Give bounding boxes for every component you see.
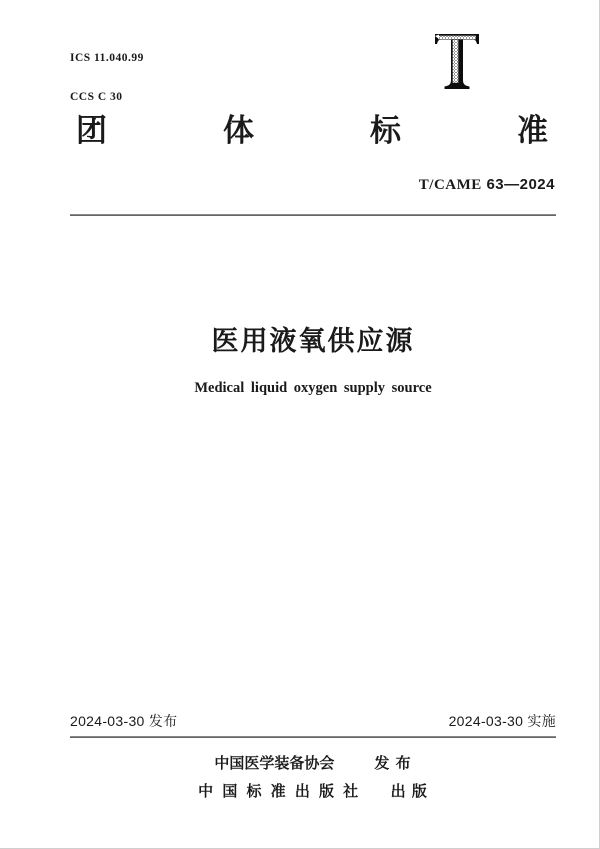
standard-number-code: 63—2024 <box>486 176 555 193</box>
publisher-row-press <box>198 780 428 801</box>
ccs-code: CCS C 30 <box>70 91 123 103</box>
big-title-char: 体 <box>223 113 254 148</box>
ics-code: ICS 11.040.99 <box>70 52 144 64</box>
standard-number-prefix: T/CAME <box>418 177 482 193</box>
standard-number <box>419 176 555 194</box>
big-title-char: 团 <box>76 113 107 148</box>
publisher-block <box>70 752 556 801</box>
big-title-char: 标 <box>370 113 401 148</box>
publisher-name: 中国医学装备协会 <box>214 755 335 772</box>
document-title-english: Medical liquid oxygen supply source <box>194 380 432 396</box>
big-title-group-standard <box>76 114 548 148</box>
date-row <box>70 711 556 731</box>
header-divider-line <box>70 214 556 216</box>
implementation-date: 2024-03-30 实施 <box>448 713 556 729</box>
publisher-action-publish: 出 版 <box>390 783 428 800</box>
document-title-chinese: 医用液氧供应源 <box>211 326 415 356</box>
issue-date: 2024-03-30 发布 <box>70 713 178 729</box>
publisher-action-issue: 发 布 <box>374 755 412 772</box>
publisher-name: 中 国 标 准 出 版 社 <box>198 783 361 800</box>
footer-divider-line <box>70 736 556 738</box>
publisher-row-issuer <box>214 752 411 773</box>
big-title-char: 准 <box>517 113 548 148</box>
group-standard-t-logo-icon <box>433 30 481 93</box>
